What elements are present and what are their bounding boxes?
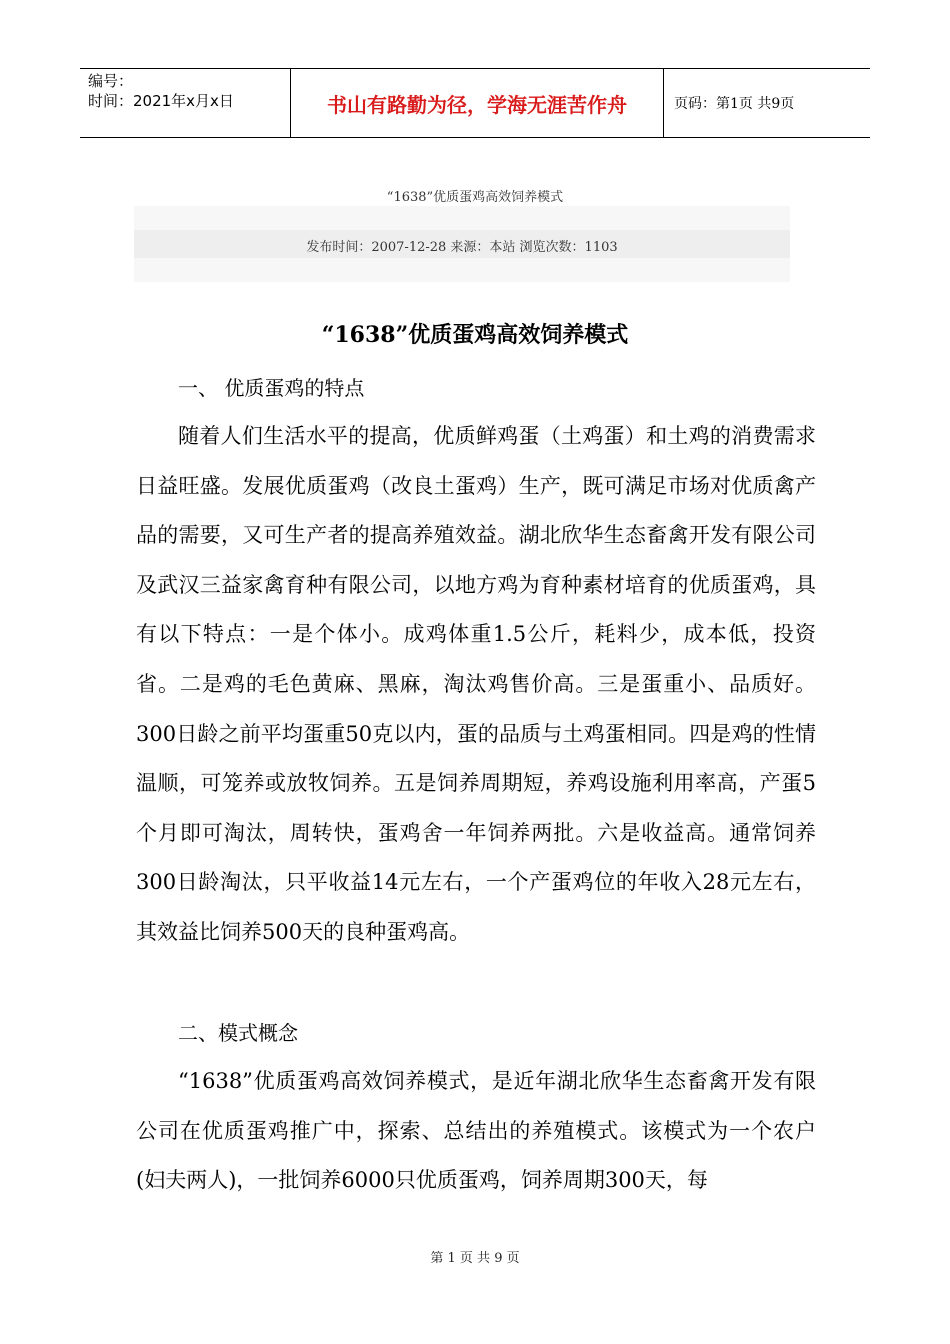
meta-box: [134, 206, 790, 282]
section-1-heading: 一、 优质蛋鸡的特点: [178, 376, 365, 400]
meta-band-top: [134, 206, 790, 230]
article-title: “1638”优质蛋鸡高效饲养模式: [321, 322, 629, 348]
source-title: “1638”优质蛋鸡高效饲养模式: [386, 190, 564, 205]
page-footer: 第 1 页 共 9 页: [430, 1251, 520, 1266]
section-2-body: “1638”优质蛋鸡高效饲养模式，是近年湖北欣华生态畜禽开发有限公司在优质蛋鸡推广中，探索、总结出的养殖模式。该模式为一个农户(妇夫两人)，一批饲养6000只优质蛋鸡，饲养周期300天，每: [136, 1069, 816, 1193]
date-label: 时间：2021年x月x日: [88, 92, 234, 110]
document-header: [80, 68, 870, 138]
number-label: 编号：: [88, 72, 134, 90]
publish-meta: 发布时间：2007-12-28 来源：本站 浏览次数：1103: [306, 240, 618, 255]
header-motto: 书山有路勤为径，学海无涯苦作舟: [290, 69, 664, 137]
meta-band-bottom: [134, 258, 790, 282]
header-page-info: 页码：第1页 共9页: [674, 96, 795, 112]
section-1-body: 随着人们生活水平的提高，优质鲜鸡蛋（土鸡蛋）和土鸡的消费需求日益旺盛。发展优质蛋鸡（改良土蛋鸡）生产，既可满足市场对优质禽产品的需要，又可生产者的提高养殖效益。湖北欣华生态畜禽开发有限公司及武汉三益家禽育种有限公司，以地方鸡为育种素材培育的优质蛋鸡，具有以下特点：一是个体小。成鸡体重1.5公斤，耗料少，成本低，投资省。二是鸡的毛色黄麻、黑麻，淘汰鸡售价高。三是蛋重小、品质好。300日龄之前平均蛋重50克以内，蛋的品质与土鸡蛋相同。四是鸡的性情温顺，可笼养或放牧饲养。五是饲养周期短，养鸡设施利用率高，产蛋5个月即可淘汰，周转快，蛋鸡舍一年饲养两批。六是收益高。通常饲养300日龄淘汰，只平收益14元左右，一个产蛋鸡位的年收入28元左右，其效益比饲养500天的良种蛋鸡高。: [136, 424, 816, 944]
section-2-heading: 二、模式概念: [178, 1021, 298, 1045]
header-meta-cell: [80, 69, 290, 137]
